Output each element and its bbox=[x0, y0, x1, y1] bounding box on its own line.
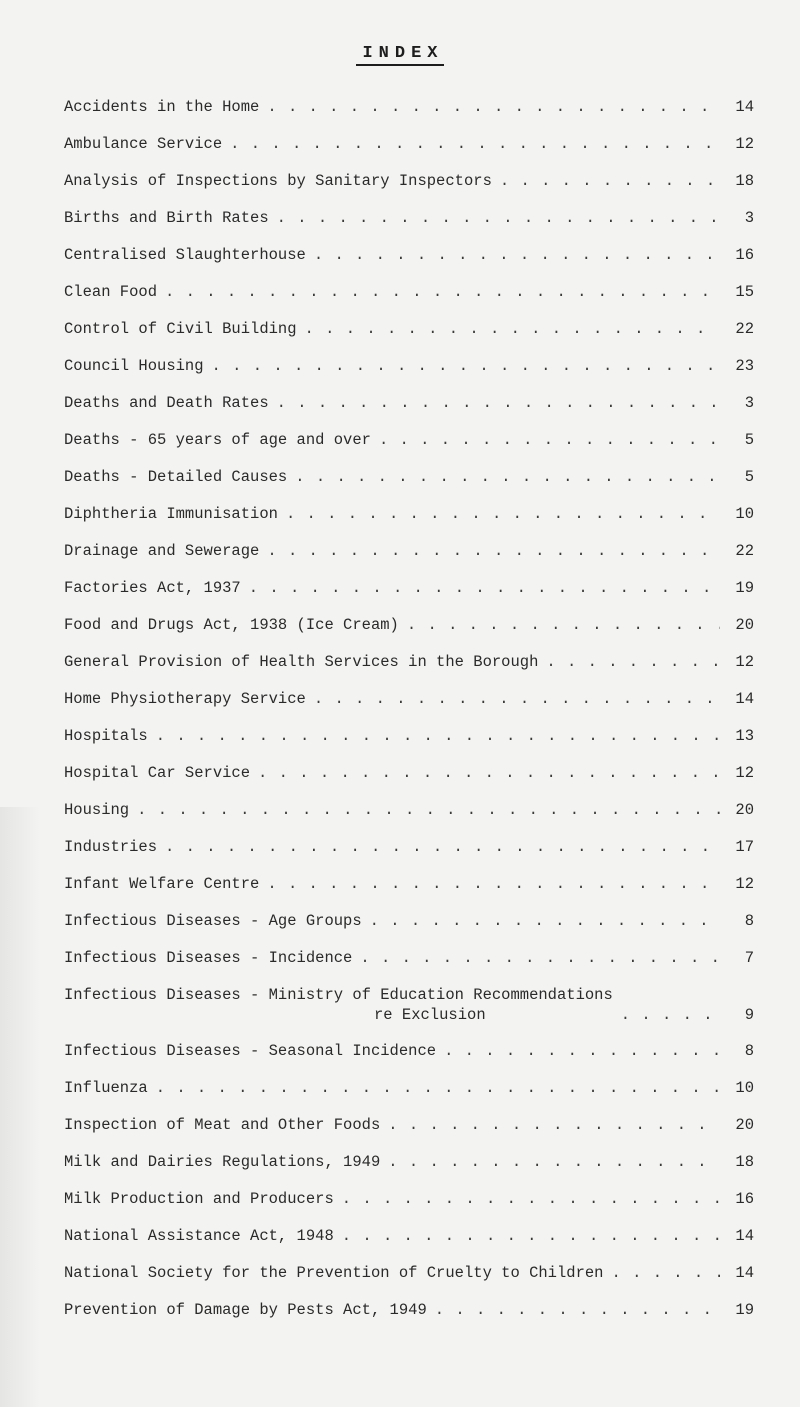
entry-page: 5 bbox=[720, 431, 754, 449]
entry-page: 8 bbox=[720, 912, 754, 930]
entry-page: 18 bbox=[720, 1153, 754, 1171]
dot-leader bbox=[267, 98, 720, 116]
index-entry bbox=[64, 902, 754, 939]
dot-leader bbox=[156, 727, 720, 745]
dot-leader bbox=[249, 579, 720, 597]
entry-page: 12 bbox=[720, 135, 754, 153]
index-entry bbox=[64, 828, 754, 865]
entry-label: National Society for the Prevention of Cruelty to Children bbox=[64, 1264, 612, 1282]
index-entry bbox=[64, 458, 754, 495]
page-title: INDEX bbox=[0, 44, 800, 63]
dot-leader bbox=[388, 1116, 720, 1134]
index-entry bbox=[64, 347, 754, 384]
entry-label: Deaths - 65 years of age and over bbox=[64, 431, 379, 449]
index-entry bbox=[64, 421, 754, 458]
entry-label: Home Physiotherapy Service bbox=[64, 690, 314, 708]
dot-leader bbox=[305, 320, 720, 338]
index-entry bbox=[64, 1069, 754, 1106]
index-entry bbox=[64, 754, 754, 791]
index-entry bbox=[64, 643, 754, 680]
dot-leader bbox=[277, 394, 720, 412]
entry-page: 12 bbox=[720, 653, 754, 671]
entry-label: Ambulance Service bbox=[64, 135, 230, 153]
index-entry bbox=[64, 88, 754, 125]
index-entry bbox=[64, 1032, 754, 1069]
index-entry bbox=[64, 532, 754, 569]
entry-label: Influenza bbox=[64, 1079, 156, 1097]
dot-leader bbox=[444, 1042, 720, 1060]
entry-label: Analysis of Inspections by Sanitary Inspectors bbox=[64, 172, 500, 190]
entry-page: 10 bbox=[720, 1079, 754, 1097]
entry-label: Milk Production and Producers bbox=[64, 1190, 342, 1208]
entry-page: 10 bbox=[720, 505, 754, 523]
index-entry bbox=[64, 1291, 754, 1328]
entry-page: 13 bbox=[720, 727, 754, 745]
index-entry bbox=[64, 865, 754, 902]
entry-page: 3 bbox=[720, 394, 754, 412]
index-entry bbox=[64, 236, 754, 273]
dot-leader bbox=[546, 653, 720, 671]
entry-page: 20 bbox=[720, 1116, 754, 1134]
entry-page: 15 bbox=[720, 283, 754, 301]
entry-page: 22 bbox=[720, 320, 754, 338]
dot-leader bbox=[621, 1006, 720, 1024]
entry-label: Industries bbox=[64, 838, 165, 856]
dot-leader bbox=[212, 357, 720, 375]
entry-label: Housing bbox=[64, 801, 137, 819]
dot-leader bbox=[230, 135, 720, 153]
entry-label-continuation: re Exclusion bbox=[374, 1006, 486, 1024]
entry-label: Hospitals bbox=[64, 727, 156, 745]
entry-label: General Provision of Health Services in the Borough bbox=[64, 653, 546, 671]
dot-leader bbox=[500, 172, 720, 190]
entry-page: 14 bbox=[720, 1227, 754, 1245]
dot-leader bbox=[314, 690, 720, 708]
entry-page: 14 bbox=[720, 1264, 754, 1282]
dot-leader bbox=[267, 875, 720, 893]
entry-page: 23 bbox=[720, 357, 754, 375]
entry-label: Clean Food bbox=[64, 283, 165, 301]
entry-page: 12 bbox=[720, 764, 754, 782]
dot-leader bbox=[277, 209, 720, 227]
index-entry bbox=[64, 939, 754, 976]
dot-leader bbox=[165, 283, 720, 301]
scan-shadow bbox=[0, 807, 40, 1407]
entry-label: Infectious Diseases - Incidence bbox=[64, 949, 360, 967]
index-entry bbox=[64, 199, 754, 236]
dot-leader bbox=[342, 1227, 720, 1245]
dot-leader bbox=[370, 912, 720, 930]
entry-page: 16 bbox=[720, 246, 754, 264]
entry-page: 9 bbox=[720, 1006, 754, 1024]
index-entry bbox=[64, 495, 754, 532]
entry-label: Control of Civil Building bbox=[64, 320, 305, 338]
index-list bbox=[64, 88, 754, 1328]
index-entry bbox=[64, 606, 754, 643]
index-entry bbox=[64, 273, 754, 310]
index-entry bbox=[64, 717, 754, 754]
index-entry bbox=[64, 569, 754, 606]
index-entry bbox=[64, 125, 754, 162]
entry-label-block bbox=[64, 986, 621, 1024]
entry-page: 5 bbox=[720, 468, 754, 486]
entry-page: 17 bbox=[720, 838, 754, 856]
entry-label: Births and Birth Rates bbox=[64, 209, 277, 227]
entry-label: Inspection of Meat and Other Foods bbox=[64, 1116, 388, 1134]
entry-page: 12 bbox=[720, 875, 754, 893]
entry-page: 8 bbox=[720, 1042, 754, 1060]
entry-label: Drainage and Sewerage bbox=[64, 542, 267, 560]
entry-page: 16 bbox=[720, 1190, 754, 1208]
entry-label: Accidents in the Home bbox=[64, 98, 267, 116]
entry-label: Infant Welfare Centre bbox=[64, 875, 267, 893]
entry-page: 20 bbox=[720, 801, 754, 819]
dot-leader bbox=[156, 1079, 720, 1097]
entry-page: 22 bbox=[720, 542, 754, 560]
dot-leader bbox=[258, 764, 720, 782]
index-entry bbox=[64, 1106, 754, 1143]
entry-page: 7 bbox=[720, 949, 754, 967]
dot-leader bbox=[165, 838, 720, 856]
dot-leader bbox=[407, 616, 720, 634]
entry-label: Prevention of Damage by Pests Act, 1949 bbox=[64, 1301, 435, 1319]
index-entry bbox=[64, 976, 754, 1032]
index-entry bbox=[64, 680, 754, 717]
dot-leader bbox=[267, 542, 720, 560]
entry-label: Council Housing bbox=[64, 357, 212, 375]
entry-label: Factories Act, 1937 bbox=[64, 579, 249, 597]
entry-page: 18 bbox=[720, 172, 754, 190]
index-entry bbox=[64, 384, 754, 421]
entry-label: Infectious Diseases - Seasonal Incidence bbox=[64, 1042, 444, 1060]
entry-label: National Assistance Act, 1948 bbox=[64, 1227, 342, 1245]
entry-page: 19 bbox=[720, 579, 754, 597]
dot-leader bbox=[286, 505, 720, 523]
dot-leader bbox=[388, 1153, 720, 1171]
dot-leader bbox=[379, 431, 720, 449]
index-entry bbox=[64, 1217, 754, 1254]
index-entry bbox=[64, 310, 754, 347]
entry-page: 3 bbox=[720, 209, 754, 227]
entry-label: Food and Drugs Act, 1938 (Ice Cream) bbox=[64, 616, 407, 634]
index-entry bbox=[64, 1254, 754, 1291]
dot-leader bbox=[314, 246, 720, 264]
entry-label: Infectious Diseases - Age Groups bbox=[64, 912, 370, 930]
dot-leader bbox=[295, 468, 720, 486]
entry-label: Milk and Dairies Regulations, 1949 bbox=[64, 1153, 388, 1171]
entry-page: 14 bbox=[720, 690, 754, 708]
dot-leader bbox=[612, 1264, 721, 1282]
index-entry bbox=[64, 1180, 754, 1217]
entry-label: Centralised Slaughterhouse bbox=[64, 246, 314, 264]
dot-leader bbox=[360, 949, 720, 967]
entry-label: Deaths - Detailed Causes bbox=[64, 468, 295, 486]
entry-page: 20 bbox=[720, 616, 754, 634]
entry-label: Infectious Diseases - Ministry of Education Recommendations bbox=[64, 986, 613, 1004]
dot-leader bbox=[137, 801, 720, 819]
dot-leader bbox=[342, 1190, 720, 1208]
entry-label: Hospital Car Service bbox=[64, 764, 258, 782]
entry-page: 19 bbox=[720, 1301, 754, 1319]
index-entry bbox=[64, 162, 754, 199]
index-entry bbox=[64, 1143, 754, 1180]
dot-leader bbox=[435, 1301, 720, 1319]
entry-label: Deaths and Death Rates bbox=[64, 394, 277, 412]
index-entry bbox=[64, 791, 754, 828]
entry-page: 14 bbox=[720, 98, 754, 116]
entry-label: Diphtheria Immunisation bbox=[64, 505, 286, 523]
